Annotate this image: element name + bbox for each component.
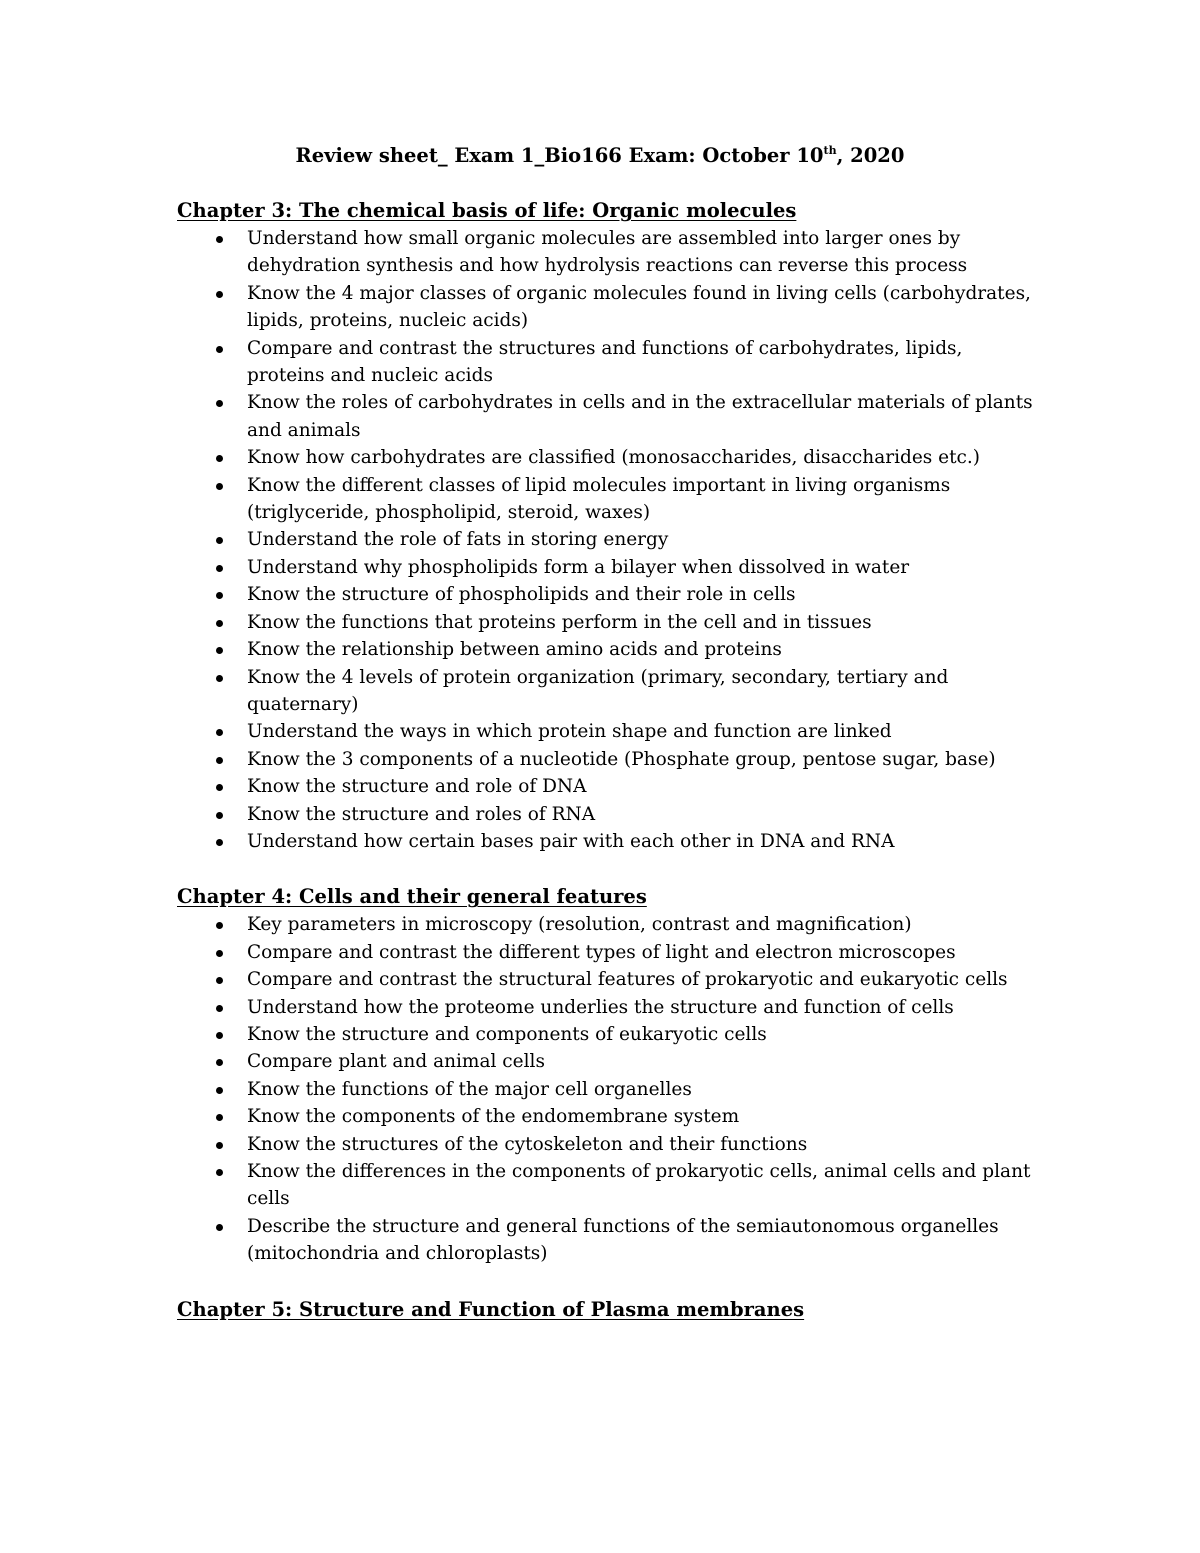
list-item-text: Understand how certain bases pair with each other in DNA and RNA — [247, 830, 895, 852]
list-item-text: Compare plant and animal cells — [247, 1051, 545, 1073]
title-superscript: th — [823, 143, 837, 157]
list-item-text: Know the structure and components of eukaryotic cells — [247, 1023, 767, 1045]
list-item — [177, 994, 1037, 1021]
list-item — [177, 801, 1037, 828]
list-item — [177, 472, 1037, 527]
list-item — [177, 225, 1037, 280]
bullet-icon — [216, 675, 223, 682]
list-item — [177, 746, 1037, 773]
bullet-icon — [216, 1032, 223, 1039]
list-item — [177, 1021, 1037, 1048]
bullet-icon — [216, 620, 223, 627]
bullet-icon — [216, 922, 223, 929]
list-item — [177, 609, 1037, 636]
objective-list — [177, 911, 1037, 1267]
bullet-icon — [216, 483, 223, 490]
list-item-text: Know the components of the endomembrane system — [247, 1106, 740, 1128]
list-item — [177, 335, 1037, 390]
list-item-text: Know the structure and roles of RNA — [247, 803, 596, 825]
bullet-icon — [216, 757, 223, 764]
list-item-text: Understand how the proteome underlies the structure and function of cells — [247, 996, 954, 1018]
bullet-icon — [216, 1087, 223, 1094]
title-main: Review sheet_ Exam 1_Bio166 Exam: October 10 — [295, 144, 824, 167]
list-item — [177, 581, 1037, 608]
bullet-icon — [216, 592, 223, 599]
list-item — [177, 718, 1037, 745]
document-body — [177, 197, 1037, 1324]
list-item — [177, 939, 1037, 966]
chapter-section — [177, 197, 1037, 855]
bullet-icon — [216, 1005, 223, 1012]
list-item-text: Know the relationship between amino acids and proteins — [247, 639, 782, 661]
list-item-text: Understand the ways in which protein shape and function are linked — [247, 721, 892, 743]
bullet-icon — [216, 784, 223, 791]
list-item — [177, 966, 1037, 993]
list-item-text: Understand why phospholipids form a bilayer when dissolved in water — [247, 556, 910, 578]
document-title — [0, 142, 1200, 170]
list-item-text: Know the 4 levels of protein organization (primary, secondary, tertiary and quaternary) — [247, 666, 949, 715]
list-item — [177, 1048, 1037, 1075]
list-item — [177, 280, 1037, 335]
list-item — [177, 1213, 1037, 1268]
title-suffix: , 2020 — [836, 144, 905, 167]
list-item — [177, 773, 1037, 800]
bullet-icon — [216, 291, 223, 298]
chapter-heading: Chapter 5: Structure and Function of Plasma membranes — [177, 1297, 805, 1321]
bullet-icon — [216, 400, 223, 407]
list-item-text: Know the roles of carbohydrates in cells and in the extracellular materials of plants and animals — [247, 392, 1033, 441]
list-item-text: Know the differences in the components of prokaryotic cells, animal cells and plant cells — [247, 1161, 1031, 1210]
bullet-icon — [216, 537, 223, 544]
list-item-text: Know the different classes of lipid molecules important in living organisms (triglyceride, phospholipid, steroid, waxes) — [247, 474, 951, 524]
list-item — [177, 664, 1037, 719]
chapter-heading: Chapter 3: The chemical basis of life: Organic molecules — [177, 199, 797, 222]
list-item — [177, 1103, 1037, 1130]
bullet-icon — [216, 839, 223, 846]
list-item — [177, 636, 1037, 663]
list-item — [177, 1158, 1037, 1213]
list-item-text: Compare and contrast the different types of light and electron microscopes — [247, 941, 956, 963]
list-item-text: Describe the structure and general functions of the semiautonomous organelles (mitochondria and chloroplasts) — [247, 1215, 999, 1265]
list-item-text: Understand the role of fats in storing energy — [247, 529, 669, 551]
list-item — [177, 389, 1037, 444]
list-item — [177, 526, 1037, 553]
list-item-text: Know the structure of phospholipids and their role in cells — [247, 584, 796, 606]
bullet-icon — [216, 950, 223, 957]
bullet-icon — [216, 1169, 223, 1176]
bullet-icon — [216, 565, 223, 572]
chapter-section — [177, 1296, 1037, 1324]
list-item-text: Key parameters in microscopy (resolution, contrast and magnification) — [247, 914, 912, 936]
list-item-text: Know the functions that proteins perform in the cell and in tissues — [247, 611, 872, 633]
list-item — [177, 1131, 1037, 1158]
bullet-icon — [216, 455, 223, 462]
list-item-text: Understand how small organic molecules are assembled into larger ones by dehydration synthesis and how hydrolysis reactions can reverse this process — [247, 228, 968, 277]
chapter-section — [177, 883, 1037, 1267]
bullet-icon — [216, 729, 223, 736]
list-item-text: Know how carbohydrates are classified (monosaccharides, disaccharides etc.) — [247, 447, 980, 469]
bullet-icon — [216, 346, 223, 353]
bullet-icon — [216, 1059, 223, 1066]
bullet-icon — [216, 1224, 223, 1231]
bullet-icon — [216, 1142, 223, 1149]
list-item — [177, 444, 1037, 471]
list-item — [177, 911, 1037, 938]
list-item — [177, 828, 1037, 855]
list-item-text: Know the functions of the major cell organelles — [247, 1078, 692, 1100]
list-item-text: Know the structures of the cytoskeleton and their functions — [247, 1133, 808, 1155]
bullet-icon — [216, 812, 223, 819]
list-item-text: Know the 3 components of a nucleotide (Phosphate group, pentose sugar, base) — [247, 748, 996, 770]
bullet-icon — [216, 647, 223, 654]
objective-list — [177, 225, 1037, 855]
bullet-icon — [216, 977, 223, 984]
bullet-icon — [216, 236, 223, 243]
chapter-heading: Chapter 4: Cells and their general features — [177, 885, 647, 909]
bullet-icon — [216, 1114, 223, 1121]
list-item-text: Compare and contrast the structures and functions of carbohydrates, lipids, proteins and nucleic acids — [247, 337, 963, 387]
list-item — [177, 554, 1037, 581]
list-item-text: Know the 4 major classes of organic molecules found in living cells (carbohydrates, lipids, proteins, nucleic acids) — [247, 282, 1031, 332]
list-item — [177, 1076, 1037, 1103]
list-item-text: Compare and contrast the structural features of prokaryotic and eukaryotic cells — [247, 969, 1008, 991]
list-item-text: Know the structure and role of DNA — [247, 776, 587, 798]
